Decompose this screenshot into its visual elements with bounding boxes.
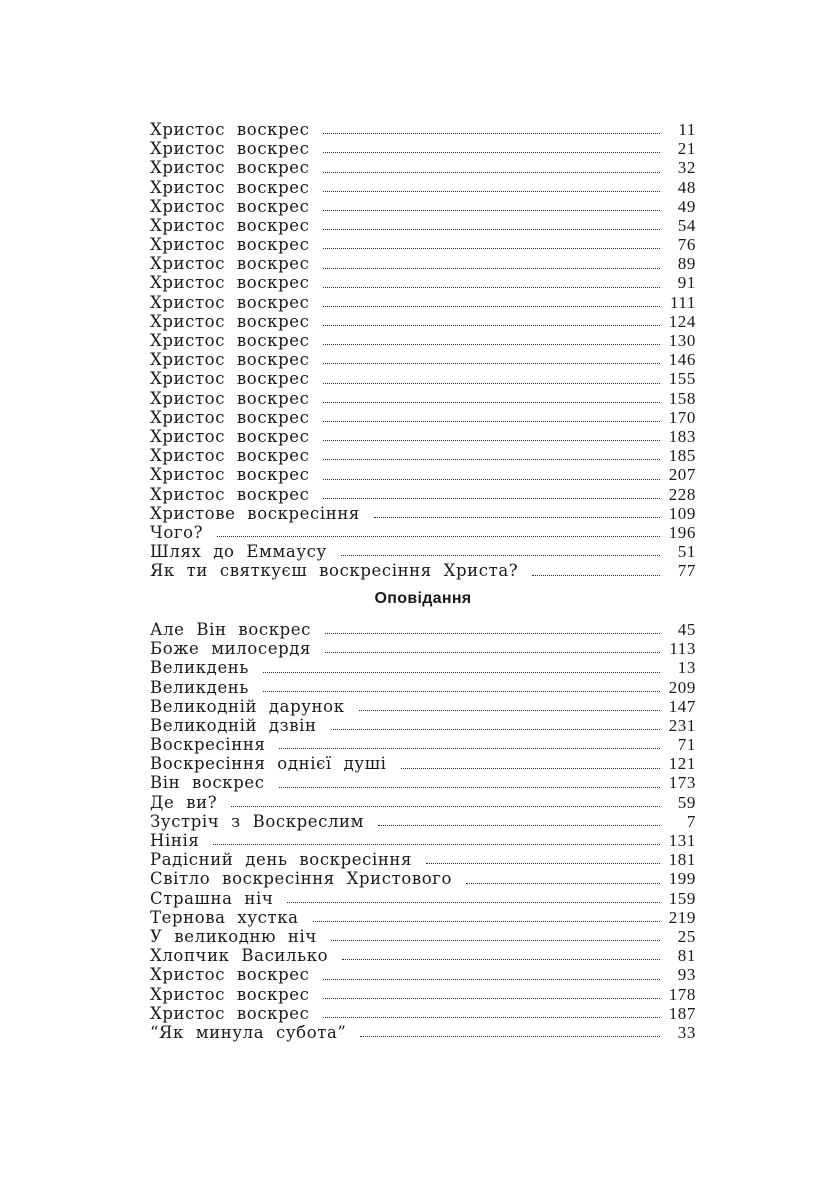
toc-entry-page-number: 228 bbox=[668, 484, 696, 504]
toc-entry-page-number: 146 bbox=[668, 350, 696, 370]
toc-entry-title: Хлопчик Василько bbox=[150, 946, 329, 966]
dot-leader bbox=[323, 287, 660, 288]
toc-entry-title: Великдень bbox=[150, 677, 249, 697]
toc-entry-title: Страшна ніч bbox=[150, 888, 274, 908]
dot-leader bbox=[287, 902, 660, 903]
toc-entry-title: Нінія bbox=[150, 831, 200, 851]
toc-entry-title: Чого? bbox=[150, 522, 204, 542]
toc-entry-page-number: 48 bbox=[677, 177, 696, 197]
toc-entry-title: Великодній дарунок bbox=[150, 696, 345, 716]
toc-entry-page-number: 11 bbox=[678, 119, 696, 139]
toc-entry-page-number: 181 bbox=[668, 850, 696, 870]
toc-entry-page-number: 173 bbox=[668, 773, 696, 793]
dot-leader bbox=[279, 787, 660, 788]
toc-entry bbox=[150, 542, 696, 561]
dot-leader bbox=[426, 863, 660, 864]
toc-entry bbox=[150, 850, 696, 869]
toc-entry bbox=[150, 465, 696, 484]
toc-entry bbox=[150, 1023, 696, 1042]
toc-entry-page-number: 21 bbox=[677, 139, 696, 159]
toc-entry bbox=[150, 754, 696, 773]
toc-entry-page-number: 54 bbox=[677, 215, 696, 235]
dot-leader bbox=[532, 575, 660, 576]
toc-entry bbox=[150, 774, 696, 793]
toc-entry-title: Христос воскрес bbox=[150, 446, 310, 466]
toc-entry-page-number: 219 bbox=[668, 907, 696, 927]
dot-leader bbox=[374, 517, 660, 518]
toc-entry-title: Шлях до Еммаусу bbox=[150, 542, 327, 562]
toc-entry-page-number: 109 bbox=[668, 503, 696, 523]
toc-entry-title: Світло воскресіння Христового bbox=[150, 869, 453, 889]
toc-entry-page-number: 91 bbox=[677, 273, 696, 293]
toc-entry-title: Христос воскрес bbox=[150, 158, 310, 178]
dot-leader bbox=[342, 959, 660, 960]
toc-entry-page-number: 207 bbox=[668, 465, 696, 485]
dot-leader bbox=[263, 691, 660, 692]
toc-entry-title: Але Він воскрес bbox=[150, 619, 311, 639]
dot-leader bbox=[313, 921, 660, 922]
toc-entry-page-number: 89 bbox=[677, 254, 696, 274]
toc-entry-page-number: 131 bbox=[668, 831, 696, 851]
toc-entry-page-number: 113 bbox=[669, 639, 696, 659]
dot-leader bbox=[378, 825, 660, 826]
toc-entry bbox=[150, 946, 696, 965]
dot-leader bbox=[323, 383, 660, 384]
dot-leader bbox=[360, 1036, 660, 1037]
toc-entry bbox=[150, 1004, 696, 1023]
toc-entry bbox=[150, 427, 696, 446]
toc-entry bbox=[150, 504, 696, 523]
toc-entry-page-number: 124 bbox=[668, 311, 696, 331]
dot-leader bbox=[323, 344, 660, 345]
toc-entry bbox=[150, 408, 696, 427]
toc-entry-page-number: 93 bbox=[677, 965, 696, 985]
toc-entry-page-number: 81 bbox=[677, 946, 696, 966]
toc-entry-title: “Як минула субота” bbox=[150, 1022, 347, 1042]
toc-entry-title: Христос воскрес bbox=[150, 388, 310, 408]
toc-entry-title: Христос воскрес bbox=[150, 350, 310, 370]
toc-entry bbox=[150, 561, 696, 580]
toc-entry bbox=[150, 639, 696, 658]
toc-entry-page-number: 185 bbox=[668, 446, 696, 466]
toc-list-poems bbox=[150, 120, 696, 581]
dot-leader bbox=[323, 498, 660, 499]
dot-leader bbox=[341, 555, 660, 556]
toc-entry-page-number: 231 bbox=[668, 715, 696, 735]
toc-entry-title: Великдень bbox=[150, 658, 249, 678]
toc-entry-title: Христос воскрес bbox=[150, 407, 310, 427]
toc-entry-title: Воскресіння однієї душі bbox=[150, 754, 387, 774]
toc-entry-page-number: 147 bbox=[668, 696, 696, 716]
toc-entry-page-number: 49 bbox=[677, 196, 696, 216]
toc-entry bbox=[150, 812, 696, 831]
toc-entry-title: Христос воскрес bbox=[150, 235, 310, 255]
toc-entry-title: Христос воскрес bbox=[150, 1003, 310, 1023]
toc-entry-title: Христос воскрес bbox=[150, 331, 310, 351]
toc-entry-title: У великодню ніч bbox=[150, 926, 317, 946]
toc-entry bbox=[150, 908, 696, 927]
toc-entry bbox=[150, 331, 696, 350]
toc-entry-title: Христос воскрес bbox=[150, 139, 310, 159]
toc-entry bbox=[150, 197, 696, 216]
toc-entry bbox=[150, 446, 696, 465]
dot-leader bbox=[213, 844, 660, 845]
toc-entry bbox=[150, 178, 696, 197]
dot-leader bbox=[323, 325, 660, 326]
dot-leader bbox=[323, 421, 660, 422]
dot-leader bbox=[323, 133, 660, 134]
toc-entry bbox=[150, 274, 696, 293]
toc-entry bbox=[150, 869, 696, 888]
dot-leader bbox=[323, 363, 660, 364]
toc-entry-page-number: 45 bbox=[677, 619, 696, 639]
toc-entry-title: Зустріч з Воскреслим bbox=[150, 811, 365, 831]
section-heading: Оповідання bbox=[374, 590, 472, 607]
dot-leader bbox=[331, 940, 660, 941]
toc-entry-title: Де ви? bbox=[150, 792, 218, 812]
toc-entry bbox=[150, 927, 696, 946]
dot-leader bbox=[323, 172, 660, 173]
dot-leader bbox=[323, 459, 660, 460]
toc-entry-title: Христос воскрес bbox=[150, 465, 310, 485]
dot-leader bbox=[466, 883, 660, 884]
toc-entry-title: Христос воскрес bbox=[150, 215, 310, 235]
dot-leader bbox=[323, 248, 660, 249]
toc-entry-title: Він воскрес bbox=[150, 773, 265, 793]
dot-leader bbox=[401, 768, 660, 769]
toc-entry bbox=[150, 716, 696, 735]
toc-entry-title: Христос воскрес bbox=[150, 369, 310, 389]
toc-entry-page-number: 51 bbox=[677, 542, 696, 562]
toc-entry-title: Христос воскрес bbox=[150, 965, 310, 985]
toc-entry bbox=[150, 697, 696, 716]
toc-entry-title: Христове воскресіння bbox=[150, 503, 360, 523]
dot-leader bbox=[323, 268, 660, 269]
dot-leader bbox=[323, 1017, 660, 1018]
toc-entry-page-number: 199 bbox=[668, 869, 696, 889]
toc-entry-page-number: 33 bbox=[677, 1022, 696, 1042]
toc-entry-title: Христос воскрес bbox=[150, 196, 310, 216]
toc-entry-page-number: 170 bbox=[668, 407, 696, 427]
toc-entry bbox=[150, 985, 696, 1004]
toc-entry bbox=[150, 965, 696, 984]
dot-leader bbox=[323, 402, 660, 403]
toc-entry bbox=[150, 831, 696, 850]
toc-entry-page-number: 7 bbox=[686, 811, 696, 831]
toc-entry-title: Христос воскрес bbox=[150, 273, 310, 293]
toc-entry-page-number: 77 bbox=[677, 561, 696, 581]
toc-entry-page-number: 32 bbox=[677, 158, 696, 178]
toc-entry-page-number: 183 bbox=[668, 426, 696, 446]
toc-entry-page-number: 159 bbox=[668, 888, 696, 908]
toc-entry-title: Як ти святкуєш воскресіння Христа? bbox=[150, 561, 519, 581]
dot-leader bbox=[231, 806, 660, 807]
toc-entry bbox=[150, 158, 696, 177]
toc-entry bbox=[150, 658, 696, 677]
dot-leader bbox=[323, 979, 660, 980]
toc-entry bbox=[150, 793, 696, 812]
toc-entry-title: Христос воскрес bbox=[150, 254, 310, 274]
toc-entry-page-number: 121 bbox=[668, 754, 696, 774]
toc-entry-page-number: 25 bbox=[677, 926, 696, 946]
toc-entry bbox=[150, 235, 696, 254]
dot-leader bbox=[263, 672, 660, 673]
toc-entry bbox=[150, 216, 696, 235]
toc-entry bbox=[150, 735, 696, 754]
toc-entry-title: Христос воскрес bbox=[150, 426, 310, 446]
toc-entry-page-number: 13 bbox=[677, 658, 696, 678]
toc-entry-page-number: 187 bbox=[668, 1003, 696, 1023]
dot-leader bbox=[217, 536, 660, 537]
toc-entry-title: Христос воскрес bbox=[150, 292, 310, 312]
toc-entry-page-number: 130 bbox=[668, 331, 696, 351]
toc-entry-title: Христос воскрес bbox=[150, 311, 310, 331]
toc-entry bbox=[150, 312, 696, 331]
toc-entry-title: Воскресіння bbox=[150, 735, 266, 755]
dot-leader bbox=[323, 479, 660, 480]
dot-leader bbox=[323, 998, 660, 999]
dot-leader bbox=[323, 191, 660, 192]
toc-entry bbox=[150, 139, 696, 158]
toc-entry-page-number: 76 bbox=[677, 235, 696, 255]
toc-entry-page-number: 111 bbox=[669, 292, 696, 312]
toc-entry-title: Боже милосердя bbox=[150, 639, 312, 659]
toc-entry bbox=[150, 485, 696, 504]
toc-entry bbox=[150, 889, 696, 908]
toc-entry-page-number: 155 bbox=[668, 369, 696, 389]
dot-leader bbox=[323, 152, 660, 153]
toc-entry bbox=[150, 120, 696, 139]
toc-entry bbox=[150, 523, 696, 542]
toc-entry bbox=[150, 389, 696, 408]
dot-leader bbox=[323, 440, 660, 441]
dot-leader bbox=[323, 210, 660, 211]
dot-leader bbox=[325, 633, 660, 634]
toc-entry-page-number: 178 bbox=[668, 984, 696, 1004]
dot-leader bbox=[331, 729, 660, 730]
toc-entry-title: Христос воскрес bbox=[150, 119, 310, 139]
dot-leader bbox=[323, 229, 660, 230]
toc-entry bbox=[150, 369, 696, 388]
dot-leader bbox=[279, 748, 660, 749]
dot-leader bbox=[325, 652, 660, 653]
toc-entry bbox=[150, 678, 696, 697]
toc-entry bbox=[150, 350, 696, 369]
toc-entry-page-number: 59 bbox=[677, 792, 696, 812]
dot-leader bbox=[323, 306, 660, 307]
toc-entry-page-number: 158 bbox=[668, 388, 696, 408]
toc-list-stories bbox=[150, 620, 696, 1042]
toc-entry-page-number: 71 bbox=[677, 735, 696, 755]
toc-entry bbox=[150, 293, 696, 312]
toc-entry-title: Радісний день воскресіння bbox=[150, 850, 413, 870]
toc-entry-title: Тернова хустка bbox=[150, 907, 299, 927]
toc-entry-title: Христос воскрес bbox=[150, 984, 310, 1004]
toc-entry bbox=[150, 620, 696, 639]
dot-leader bbox=[359, 710, 660, 711]
toc-entry-page-number: 209 bbox=[668, 677, 696, 697]
toc-entry-page-number: 196 bbox=[668, 522, 696, 542]
toc-entry-title: Христос воскрес bbox=[150, 484, 310, 504]
toc-entry bbox=[150, 254, 696, 273]
toc-entry-title: Великодній дзвін bbox=[150, 715, 317, 735]
toc-entry-title: Христос воскрес bbox=[150, 177, 310, 197]
